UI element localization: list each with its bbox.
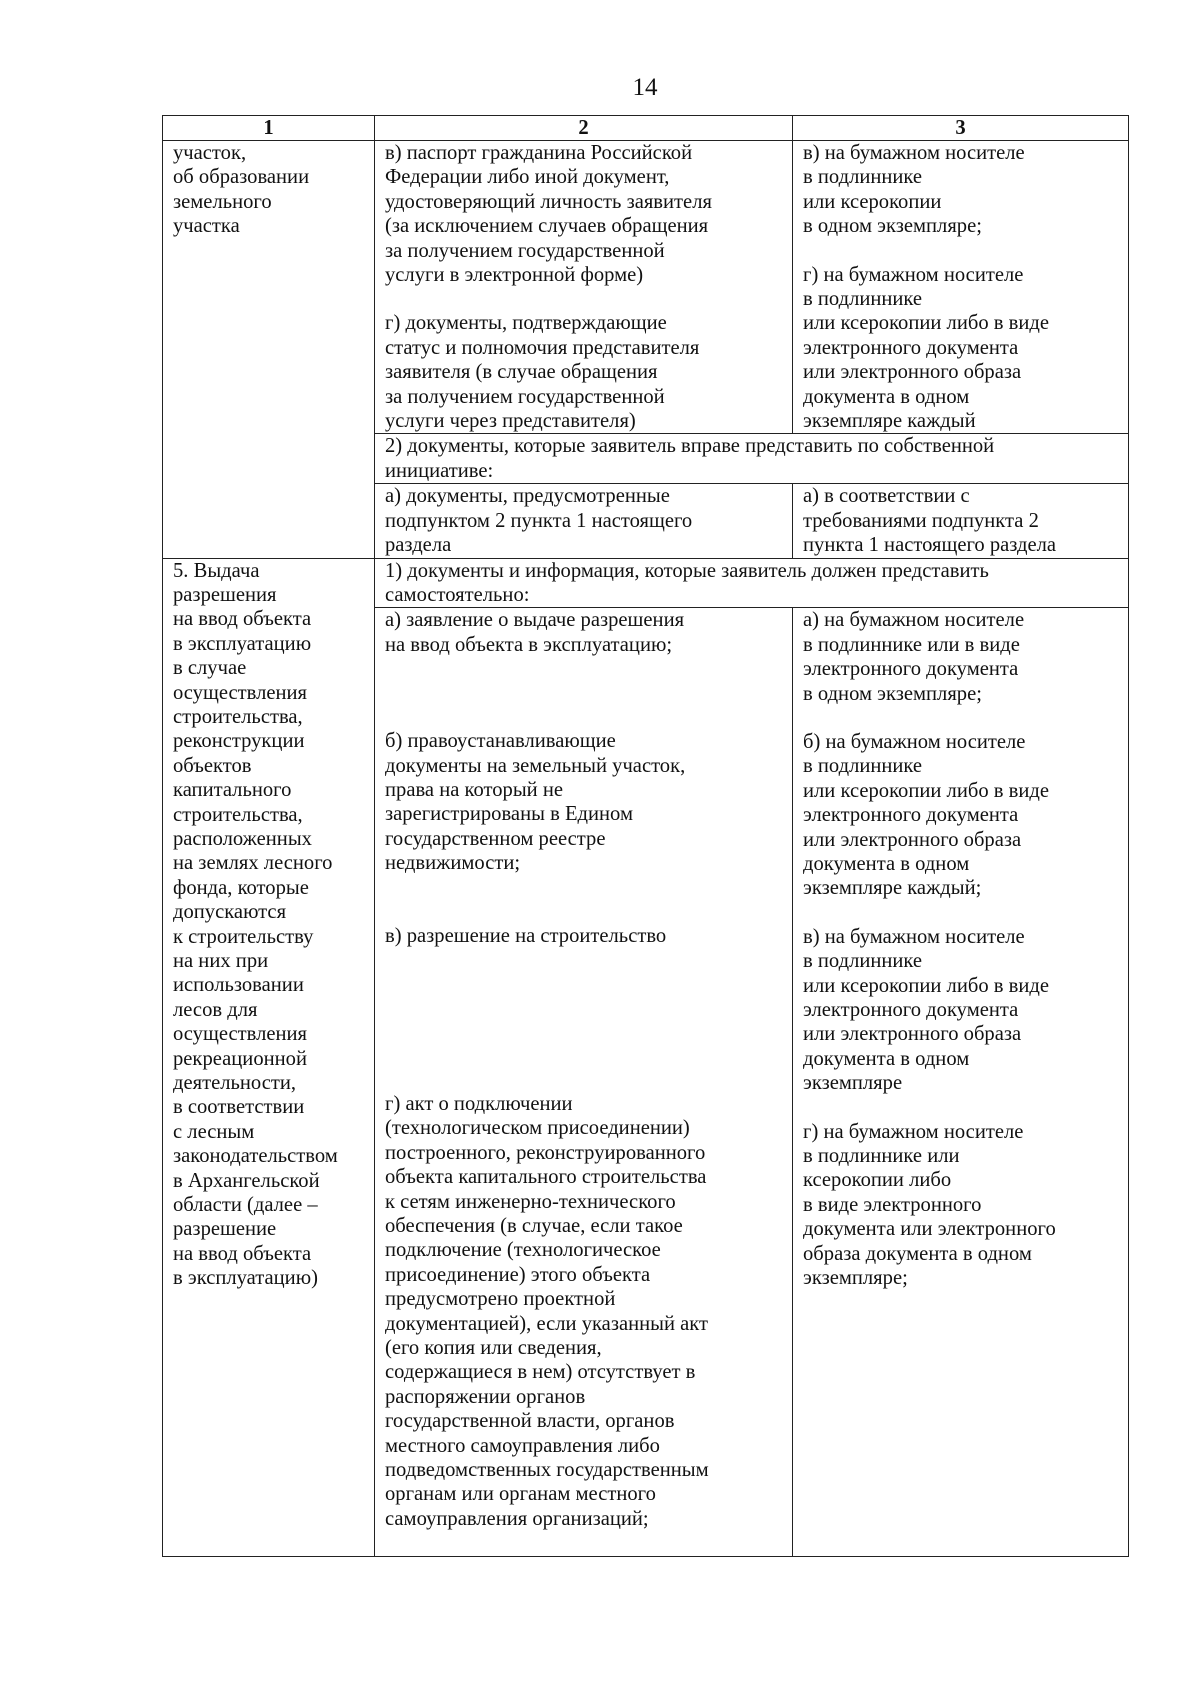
form-text: в) на бумажном носителе в подлиннике или ксерокопии либо в виде электронного документа или электронного образа документа в одном экземпляре xyxy=(803,925,1050,1095)
service-name-cell xyxy=(163,141,375,559)
service-name-text: участок, об образовании земельного участка xyxy=(173,142,310,238)
form-text: г) на бумажном носителе в подлиннике или ксерокопии либо в виде электронного документа или электронного образа документа в одном экземпляре; xyxy=(803,1120,1056,1290)
form-cell xyxy=(793,141,1129,434)
page-number: 14 xyxy=(632,74,658,101)
section-heading-cell xyxy=(375,558,1129,608)
service-name-text: 5. Выдача разрешения на ввод объекта в эксплуатацию в случае осуществления строительства, реконструкции объектов капитального строительства, расположенных на землях лесного фонда, которые допускаются к строительству на них при использовании лесов для осуществления рекреационной деятельности, в соответствии с лесным законодательством в Архангельской области (далее – разрешение на ввод объекта в эксплуатацию) xyxy=(173,559,338,1290)
document-text: г) документы, подтверждающие статус и полномочия представителя заявителя (в случае обращения за получением государственной услуги через представителя) xyxy=(385,312,700,433)
form-text: а) в соответствии с требованиями подпункта 2 пункта 1 настоящего раздела xyxy=(803,485,1057,557)
document-table xyxy=(162,115,1129,1557)
form-text: б) на бумажном носителе в подлиннике или ксерокопии либо в виде электронного документа или электронного образа документа в одном экземпляре каждый; xyxy=(803,730,1050,900)
document-text: в) разрешение на строительство xyxy=(385,924,667,947)
form-text: а) на бумажном носителе в подлиннике или в виде электронного документа в одном экземпляре; xyxy=(803,609,1025,705)
document-text: б) правоустанавливающие документы на земельный участок, права на который не зарегистрированы в Едином государственном реестре недвижимости; xyxy=(385,730,686,875)
document-text: г) акт о подключении (технологическом присоединении) построенного, реконструированного объекта капитального строительства к сетям инженерно-технического обеспечения (в случае, если такое подключение (технологическое присоединение) этого объекта предусмотрено проектной документацией), если указанный акт (его копия или сведения, содержащиеся в нем) отсутствует в распоряжении органов государственной власти, органов местного самоуправления либо подведомственных государственным органам или органам местного самоуправления организаций; xyxy=(385,1092,709,1530)
header-row xyxy=(163,116,1129,141)
section-heading-cell xyxy=(375,434,1129,484)
document-text: в) паспорт гражданина Российской Федерации либо иной документ, удостоверяющий личность заявителя (за исключением случаев обращения за получением государственной услуги в электронной форме) xyxy=(385,142,712,287)
header-col-1: 1 xyxy=(163,116,375,141)
form-text: г) на бумажном носителе в подлиннике или ксерокопии либо в виде электронного документа или электронного образа документа в одном экземпляре каждый xyxy=(803,263,1050,433)
document-cell xyxy=(375,608,793,1557)
document-text: а) документы, предусмотренные подпунктом 2 пункта 1 настоящего раздела xyxy=(385,485,693,557)
form-text: в) на бумажном носителе в подлиннике или ксерокопии в одном экземпляре; xyxy=(803,142,1025,238)
table-row xyxy=(163,141,1129,434)
section-heading-text: 2) документы, которые заявитель вправе представить по собственной инициативе: xyxy=(385,435,995,482)
document-cell xyxy=(375,141,793,434)
section-heading-text: 1) документы и информация, которые заявитель должен представить самостоятельно: xyxy=(385,559,989,606)
form-cell xyxy=(793,608,1129,1557)
table-row xyxy=(163,558,1129,608)
form-cell xyxy=(793,484,1129,558)
header-col-2: 2 xyxy=(375,116,793,141)
service-name-cell xyxy=(163,558,375,1557)
document-text: а) заявление о выдаче разрешения на ввод объекта в эксплуатацию; xyxy=(385,609,685,656)
document-cell xyxy=(375,484,793,558)
header-col-3: 3 xyxy=(793,116,1129,141)
